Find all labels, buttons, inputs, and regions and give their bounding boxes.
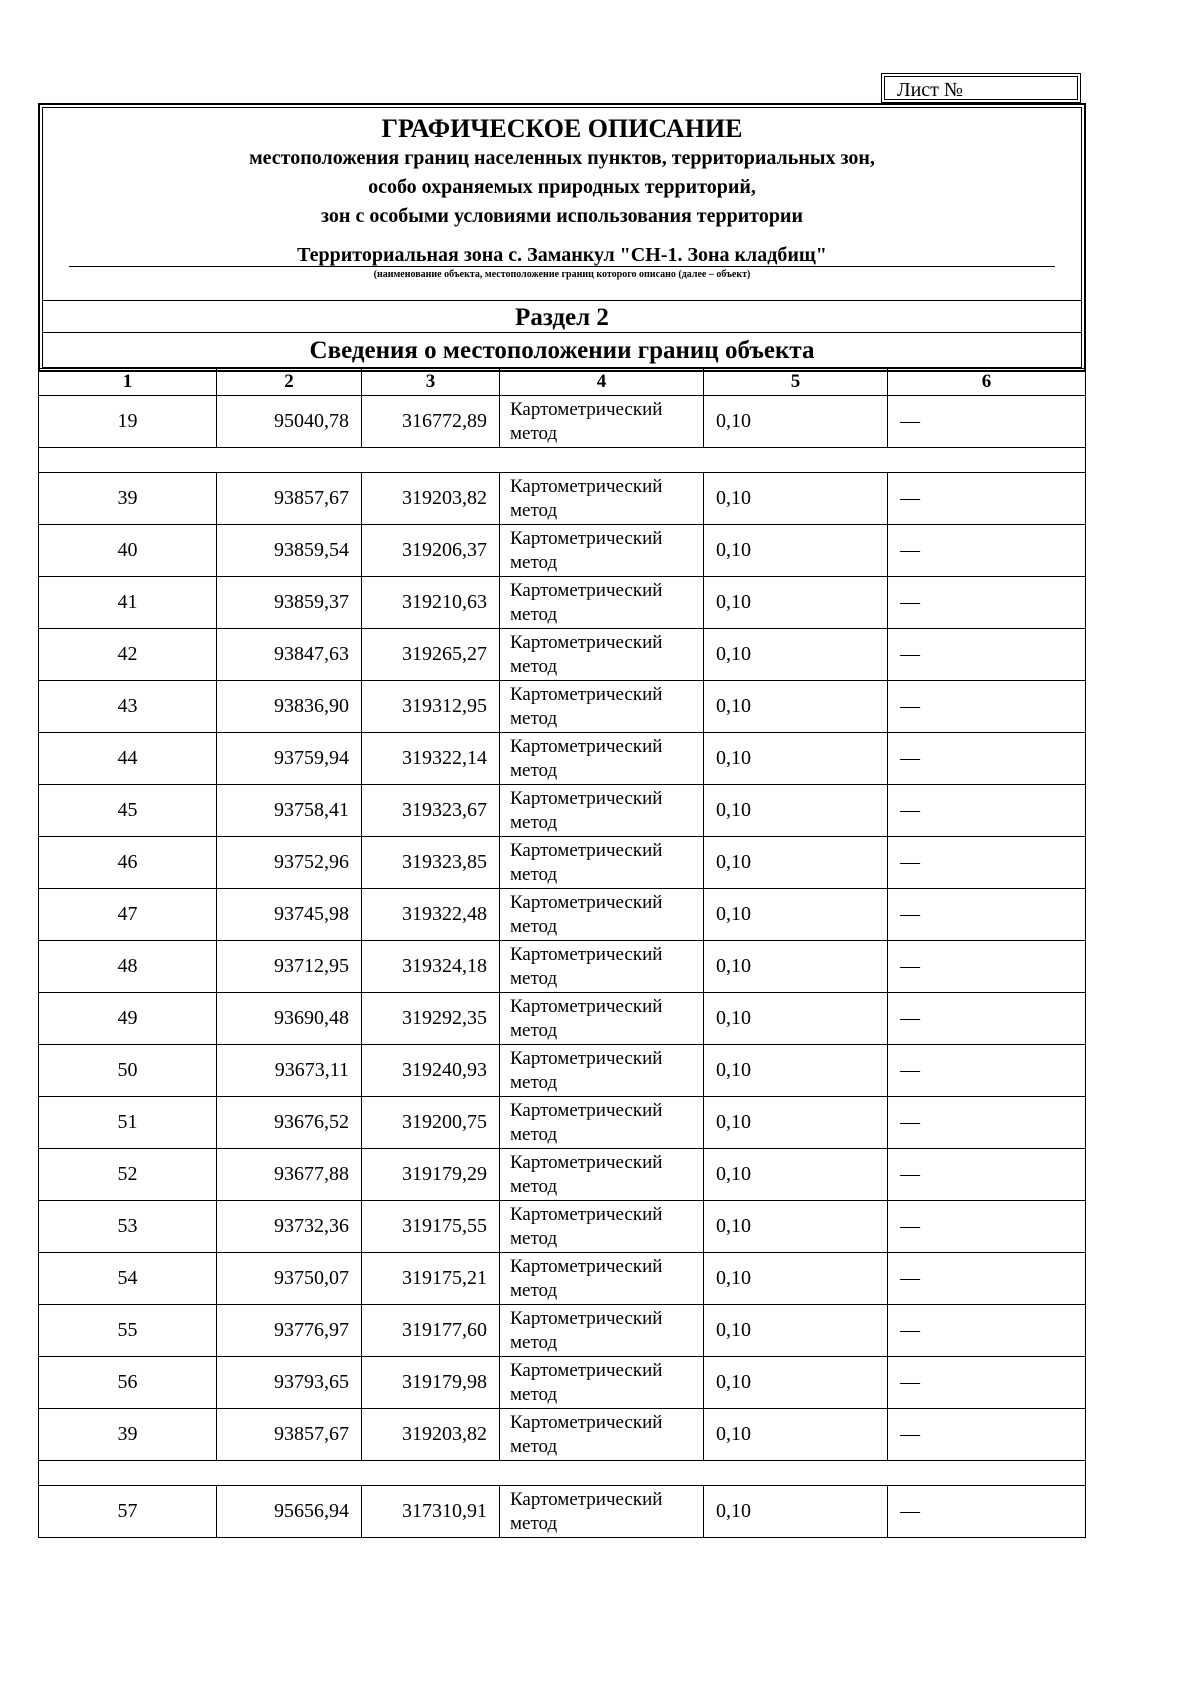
precision-cell: 0,10 xyxy=(704,681,888,733)
subtitle-line-1: местоположения границ населенных пунктов, территориальных зон, xyxy=(249,147,875,169)
object-name: Территориальная зона с. Заманкул "СН-1. Зона кладбищ" xyxy=(297,244,827,266)
subtitle-line-2: особо охраняемых природных территорий, xyxy=(368,176,756,198)
method-cell: Картометрический метод xyxy=(500,1486,704,1538)
point-number-cell: 47 xyxy=(39,889,217,941)
x-coordinate-cell: 93676,52 xyxy=(217,1097,362,1149)
point-number-cell: 54 xyxy=(39,1253,217,1305)
note-cell: — xyxy=(888,681,1086,733)
precision-cell: 0,10 xyxy=(704,941,888,993)
point-number-cell: 51 xyxy=(39,1097,217,1149)
precision-cell: 0,10 xyxy=(704,473,888,525)
y-coordinate-cell: 319323,85 xyxy=(362,837,500,889)
method-cell: Картометрический метод xyxy=(500,629,704,681)
y-coordinate-cell: 317310,91 xyxy=(362,1486,500,1538)
y-coordinate-cell: 319175,55 xyxy=(362,1201,500,1253)
note-cell: — xyxy=(888,993,1086,1045)
method-cell: Картометрический метод xyxy=(500,473,704,525)
x-coordinate-cell: 93752,96 xyxy=(217,837,362,889)
y-coordinate-cell: 319312,95 xyxy=(362,681,500,733)
column-header: 6 xyxy=(888,369,1086,396)
precision-cell: 0,10 xyxy=(704,1253,888,1305)
method-cell: Картометрический метод xyxy=(500,577,704,629)
table-row xyxy=(39,1409,1086,1461)
table-row xyxy=(39,577,1086,629)
section-title: Сведения о местоположении границ объекта xyxy=(309,337,815,364)
method-cell: Картометрический метод xyxy=(500,1409,704,1461)
table-row xyxy=(39,837,1086,889)
y-coordinate-cell: 319203,82 xyxy=(362,473,500,525)
header-block xyxy=(38,103,1086,372)
column-header: 2 xyxy=(217,369,362,396)
x-coordinate-cell: 93857,67 xyxy=(217,1409,362,1461)
column-number-row xyxy=(39,369,1086,396)
precision-cell: 0,10 xyxy=(704,396,888,448)
precision-cell: 0,10 xyxy=(704,525,888,577)
point-number-cell: 48 xyxy=(39,941,217,993)
x-coordinate-cell: 93750,07 xyxy=(217,1253,362,1305)
table-row xyxy=(39,1149,1086,1201)
note-cell: — xyxy=(888,1097,1086,1149)
table-row xyxy=(39,785,1086,837)
sheet-number-box xyxy=(881,73,1081,103)
method-cell: Картометрический метод xyxy=(500,525,704,577)
precision-cell: 0,10 xyxy=(704,1409,888,1461)
method-cell: Картометрический метод xyxy=(500,1357,704,1409)
precision-cell: 0,10 xyxy=(704,733,888,785)
sheet-number-label: Лист № xyxy=(884,76,1078,100)
note-cell: — xyxy=(888,1253,1086,1305)
point-number-cell: 41 xyxy=(39,577,217,629)
table-row xyxy=(39,889,1086,941)
x-coordinate-cell: 93673,11 xyxy=(217,1045,362,1097)
table-row xyxy=(39,473,1086,525)
method-cell: Картометрический метод xyxy=(500,1097,704,1149)
precision-cell: 0,10 xyxy=(704,889,888,941)
y-coordinate-cell: 319179,98 xyxy=(362,1357,500,1409)
table-row xyxy=(39,1486,1086,1538)
precision-cell: 0,10 xyxy=(704,629,888,681)
x-coordinate-cell: 93677,88 xyxy=(217,1149,362,1201)
object-caption: (наименование объекта, местоположение границ которого описано (далее – объект) xyxy=(373,269,751,280)
x-coordinate-cell: 95040,78 xyxy=(217,396,362,448)
point-number-cell: 39 xyxy=(39,473,217,525)
x-coordinate-cell: 93859,37 xyxy=(217,577,362,629)
table-row xyxy=(39,525,1086,577)
note-cell: — xyxy=(888,1409,1086,1461)
method-cell: Картометрический метод xyxy=(500,1253,704,1305)
x-coordinate-cell: 93745,98 xyxy=(217,889,362,941)
y-coordinate-cell: 319292,35 xyxy=(362,993,500,1045)
table-row xyxy=(39,1305,1086,1357)
separator-cell xyxy=(39,1461,1086,1486)
point-number-cell: 43 xyxy=(39,681,217,733)
table-row xyxy=(39,1253,1086,1305)
method-cell: Картометрический метод xyxy=(500,681,704,733)
point-number-cell: 44 xyxy=(39,733,217,785)
point-number-cell: 56 xyxy=(39,1357,217,1409)
method-cell: Картометрический метод xyxy=(500,993,704,1045)
point-number-cell: 40 xyxy=(39,525,217,577)
precision-cell: 0,10 xyxy=(704,1097,888,1149)
subtitle-line-3: зон с особыми условиями использования территории xyxy=(321,205,803,227)
note-cell: — xyxy=(888,889,1086,941)
x-coordinate-cell: 93712,95 xyxy=(217,941,362,993)
object-underline xyxy=(69,266,1055,267)
point-number-cell: 42 xyxy=(39,629,217,681)
x-coordinate-cell: 95656,94 xyxy=(217,1486,362,1538)
document-title: ГРАФИЧЕСКОЕ ОПИСАНИЕ xyxy=(381,114,743,143)
boundary-points-table xyxy=(38,368,1086,1538)
precision-cell: 0,10 xyxy=(704,577,888,629)
point-number-cell: 19 xyxy=(39,396,217,448)
contour-separator-row xyxy=(39,1461,1086,1486)
precision-cell: 0,10 xyxy=(704,993,888,1045)
method-cell: Картометрический метод xyxy=(500,889,704,941)
method-cell: Картометрический метод xyxy=(500,941,704,993)
precision-cell: 0,10 xyxy=(704,1357,888,1409)
y-coordinate-cell: 319200,75 xyxy=(362,1097,500,1149)
note-cell: — xyxy=(888,1201,1086,1253)
table-row xyxy=(39,681,1086,733)
point-number-cell: 45 xyxy=(39,785,217,837)
y-coordinate-cell: 319322,48 xyxy=(362,889,500,941)
section-number: Раздел 2 xyxy=(43,301,1081,333)
precision-cell: 0,10 xyxy=(704,1305,888,1357)
separator-cell xyxy=(39,448,1086,473)
table-row xyxy=(39,1045,1086,1097)
document-frame xyxy=(38,103,1086,1555)
y-coordinate-cell: 319210,63 xyxy=(362,577,500,629)
precision-cell: 0,10 xyxy=(704,1045,888,1097)
x-coordinate-cell: 93732,36 xyxy=(217,1201,362,1253)
table-body xyxy=(39,396,1086,1538)
method-cell: Картометрический метод xyxy=(500,1149,704,1201)
y-coordinate-cell: 319175,21 xyxy=(362,1253,500,1305)
note-cell: — xyxy=(888,837,1086,889)
y-coordinate-cell: 319323,67 xyxy=(362,785,500,837)
precision-cell: 0,10 xyxy=(704,1201,888,1253)
column-header: 1 xyxy=(39,369,217,396)
x-coordinate-cell: 93857,67 xyxy=(217,473,362,525)
note-cell: — xyxy=(888,1305,1086,1357)
point-number-cell: 53 xyxy=(39,1201,217,1253)
note-cell: — xyxy=(888,473,1086,525)
note-cell: — xyxy=(888,396,1086,448)
method-cell: Картометрический метод xyxy=(500,396,704,448)
point-number-cell: 39 xyxy=(39,1409,217,1461)
point-number-cell: 49 xyxy=(39,993,217,1045)
method-cell: Картометрический метод xyxy=(500,1045,704,1097)
y-coordinate-cell: 319322,14 xyxy=(362,733,500,785)
table-row xyxy=(39,733,1086,785)
point-number-cell: 57 xyxy=(39,1486,217,1538)
note-cell: — xyxy=(888,785,1086,837)
y-coordinate-cell: 319177,60 xyxy=(362,1305,500,1357)
contour-separator-row xyxy=(39,448,1086,473)
column-header: 3 xyxy=(362,369,500,396)
table-row xyxy=(39,396,1086,448)
y-coordinate-cell: 319203,82 xyxy=(362,1409,500,1461)
table-row xyxy=(39,1201,1086,1253)
x-coordinate-cell: 93836,90 xyxy=(217,681,362,733)
point-number-cell: 50 xyxy=(39,1045,217,1097)
table-row xyxy=(39,629,1086,681)
point-number-cell: 55 xyxy=(39,1305,217,1357)
method-cell: Картометрический метод xyxy=(500,1201,704,1253)
note-cell: — xyxy=(888,525,1086,577)
table-row xyxy=(39,1357,1086,1409)
point-number-cell: 52 xyxy=(39,1149,217,1201)
table-row xyxy=(39,941,1086,993)
x-coordinate-cell: 93776,97 xyxy=(217,1305,362,1357)
note-cell: — xyxy=(888,577,1086,629)
column-header: 4 xyxy=(500,369,704,396)
y-coordinate-cell: 316772,89 xyxy=(362,396,500,448)
x-coordinate-cell: 93759,94 xyxy=(217,733,362,785)
note-cell: — xyxy=(888,733,1086,785)
column-header: 5 xyxy=(704,369,888,396)
precision-cell: 0,10 xyxy=(704,785,888,837)
y-coordinate-cell: 319206,37 xyxy=(362,525,500,577)
method-cell: Картометрический метод xyxy=(500,785,704,837)
table-row xyxy=(39,993,1086,1045)
precision-cell: 0,10 xyxy=(704,1486,888,1538)
y-coordinate-cell: 319324,18 xyxy=(362,941,500,993)
note-cell: — xyxy=(888,629,1086,681)
x-coordinate-cell: 93847,63 xyxy=(217,629,362,681)
precision-cell: 0,10 xyxy=(704,1149,888,1201)
note-cell: — xyxy=(888,1486,1086,1538)
note-cell: — xyxy=(888,941,1086,993)
x-coordinate-cell: 93859,54 xyxy=(217,525,362,577)
method-cell: Картометрический метод xyxy=(500,1305,704,1357)
x-coordinate-cell: 93758,41 xyxy=(217,785,362,837)
y-coordinate-cell: 319265,27 xyxy=(362,629,500,681)
y-coordinate-cell: 319179,29 xyxy=(362,1149,500,1201)
method-cell: Картометрический метод xyxy=(500,837,704,889)
title-block xyxy=(43,108,1081,301)
x-coordinate-cell: 93793,65 xyxy=(217,1357,362,1409)
method-cell: Картометрический метод xyxy=(500,733,704,785)
y-coordinate-cell: 319240,93 xyxy=(362,1045,500,1097)
note-cell: — xyxy=(888,1045,1086,1097)
table-row xyxy=(39,1097,1086,1149)
precision-cell: 0,10 xyxy=(704,837,888,889)
note-cell: — xyxy=(888,1357,1086,1409)
point-number-cell: 46 xyxy=(39,837,217,889)
x-coordinate-cell: 93690,48 xyxy=(217,993,362,1045)
note-cell: — xyxy=(888,1149,1086,1201)
